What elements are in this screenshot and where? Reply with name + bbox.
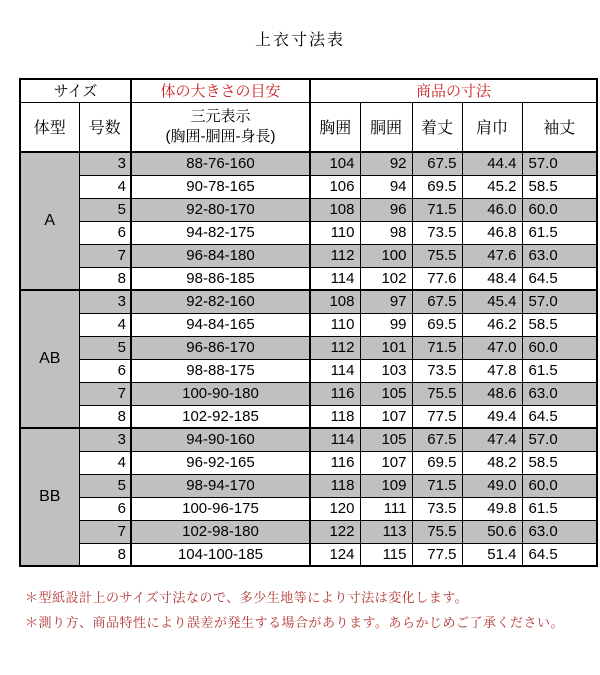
- cell-chest: 120: [310, 497, 360, 520]
- cell-sleeve: 63.0: [522, 520, 597, 543]
- table-row: [20, 359, 597, 382]
- cell-shoulder: 48.2: [462, 451, 522, 474]
- cell-shoulder: 44.4: [462, 152, 522, 175]
- cell-chest: 114: [310, 267, 360, 290]
- cell-sleeve: 58.5: [522, 313, 597, 336]
- cell-chest: 104: [310, 152, 360, 175]
- cell-waist: 97: [360, 290, 412, 313]
- cell-length: 75.5: [412, 520, 462, 543]
- cell-chest: 118: [310, 405, 360, 428]
- cell-length: 73.5: [412, 497, 462, 520]
- note-line-1: ＊型紙設計上のサイズ寸法なので、多少生地等により寸法は変化します。: [25, 590, 469, 605]
- cell-sleeve: 64.5: [522, 543, 597, 566]
- cell-length: 71.5: [412, 198, 462, 221]
- cell-shoulder: 47.6: [462, 244, 522, 267]
- cell-shoulder: 49.4: [462, 405, 522, 428]
- cell-chest: 112: [310, 336, 360, 359]
- cell-waist: 99: [360, 313, 412, 336]
- cell-length: 75.5: [412, 382, 462, 405]
- cell-shoulder: 46.2: [462, 313, 522, 336]
- cell-length: 67.5: [412, 290, 462, 313]
- cell-three-measure: 98-88-175: [131, 359, 310, 382]
- table-row: [20, 382, 597, 405]
- cell-size-no: 6: [79, 221, 131, 244]
- cell-three-measure: 92-80-170: [131, 198, 310, 221]
- cell-size-no: 4: [79, 175, 131, 198]
- cell-chest: 122: [310, 520, 360, 543]
- cell-length: 69.5: [412, 175, 462, 198]
- col-header-three-measure: [131, 102, 310, 152]
- table-row: [20, 221, 597, 244]
- group-header-size: サイズ: [20, 79, 131, 102]
- table-row: [20, 520, 597, 543]
- cell-three-measure: 102-92-185: [131, 405, 310, 428]
- col-header-three-measure-line2: (胸囲-胴囲-身長): [165, 127, 276, 145]
- cell-shoulder: 51.4: [462, 543, 522, 566]
- col-header-chest: 胸囲: [310, 102, 360, 152]
- table-row: [20, 474, 597, 497]
- cell-chest: 108: [310, 290, 360, 313]
- cell-shoulder: 48.6: [462, 382, 522, 405]
- cell-sleeve: 61.5: [522, 221, 597, 244]
- cell-length: 71.5: [412, 336, 462, 359]
- cell-shoulder: 45.4: [462, 290, 522, 313]
- cell-shoulder: 47.8: [462, 359, 522, 382]
- cell-sleeve: 61.5: [522, 359, 597, 382]
- cell-chest: 108: [310, 198, 360, 221]
- cell-sleeve: 61.5: [522, 497, 597, 520]
- cell-sleeve: 58.5: [522, 451, 597, 474]
- cell-sleeve: 57.0: [522, 290, 597, 313]
- cell-size-no: 3: [79, 290, 131, 313]
- cell-length: 69.5: [412, 451, 462, 474]
- cell-length: 77.5: [412, 543, 462, 566]
- cell-chest: 114: [310, 359, 360, 382]
- size-table-body: [20, 152, 597, 566]
- cell-three-measure: 92-82-160: [131, 290, 310, 313]
- cell-waist: 92: [360, 152, 412, 175]
- cell-size-no: 7: [79, 244, 131, 267]
- cell-waist: 100: [360, 244, 412, 267]
- cell-chest: 116: [310, 451, 360, 474]
- table-row: [20, 290, 597, 313]
- table-row: [20, 451, 597, 474]
- col-header-size-no: 号数: [79, 102, 131, 152]
- cell-size-no: 5: [79, 474, 131, 497]
- cell-length: 75.5: [412, 244, 462, 267]
- cell-size-no: 8: [79, 267, 131, 290]
- cell-three-measure: 88-76-160: [131, 152, 310, 175]
- table-row: [20, 244, 597, 267]
- cell-three-measure: 96-86-170: [131, 336, 310, 359]
- table-row: [20, 405, 597, 428]
- cell-waist: 101: [360, 336, 412, 359]
- cell-sleeve: 60.0: [522, 198, 597, 221]
- cell-waist: 105: [360, 428, 412, 451]
- cell-length: 67.5: [412, 152, 462, 175]
- cell-shoulder: 47.0: [462, 336, 522, 359]
- cell-three-measure: 96-92-165: [131, 451, 310, 474]
- size-chart-page: [0, 27, 600, 632]
- table-row: [20, 543, 597, 566]
- cell-waist: 113: [360, 520, 412, 543]
- col-header-three-measure-line1: 三元表示: [190, 108, 251, 126]
- notes-section: [25, 589, 600, 632]
- cell-size-no: 3: [79, 152, 131, 175]
- page-title: 上衣寸法表: [254, 32, 345, 49]
- cell-three-measure: 98-86-185: [131, 267, 310, 290]
- cell-waist: 102: [360, 267, 412, 290]
- cell-length: 69.5: [412, 313, 462, 336]
- group-header-product: 商品の寸法: [310, 79, 597, 102]
- cell-three-measure: 98-94-170: [131, 474, 310, 497]
- cell-waist: 96: [360, 198, 412, 221]
- cell-waist: 94: [360, 175, 412, 198]
- cell-waist: 109: [360, 474, 412, 497]
- cell-shoulder: 48.4: [462, 267, 522, 290]
- cell-chest: 124: [310, 543, 360, 566]
- cell-size-no: 5: [79, 198, 131, 221]
- cell-size-no: 5: [79, 336, 131, 359]
- cell-shoulder: 45.2: [462, 175, 522, 198]
- cell-shoulder: 49.0: [462, 474, 522, 497]
- cell-sleeve: 64.5: [522, 267, 597, 290]
- cell-length: 71.5: [412, 474, 462, 497]
- cell-waist: 107: [360, 451, 412, 474]
- cell-size-no: 6: [79, 497, 131, 520]
- cell-length: 67.5: [412, 428, 462, 451]
- cell-chest: 116: [310, 382, 360, 405]
- cell-shoulder: 49.8: [462, 497, 522, 520]
- cell-body-type: BB: [20, 428, 79, 566]
- cell-chest: 106: [310, 175, 360, 198]
- cell-waist: 98: [360, 221, 412, 244]
- cell-length: 73.5: [412, 221, 462, 244]
- cell-waist: 105: [360, 382, 412, 405]
- cell-shoulder: 50.6: [462, 520, 522, 543]
- cell-size-no: 6: [79, 359, 131, 382]
- cell-three-measure: 102-98-180: [131, 520, 310, 543]
- cell-shoulder: 46.8: [462, 221, 522, 244]
- table-row: [20, 497, 597, 520]
- cell-length: 77.5: [412, 405, 462, 428]
- cell-body-type: A: [20, 152, 79, 290]
- cell-three-measure: 90-78-165: [131, 175, 310, 198]
- cell-chest: 118: [310, 474, 360, 497]
- group-header-body-guide: 体の大きさの目安: [131, 79, 310, 102]
- col-header-waist: 胴囲: [360, 102, 412, 152]
- cell-sleeve: 57.0: [522, 428, 597, 451]
- cell-size-no: 7: [79, 520, 131, 543]
- cell-length: 73.5: [412, 359, 462, 382]
- cell-sleeve: 63.0: [522, 244, 597, 267]
- col-header-shoulder: 肩巾: [462, 102, 522, 152]
- cell-size-no: 4: [79, 313, 131, 336]
- table-row: [20, 336, 597, 359]
- size-table: [19, 78, 598, 567]
- cell-waist: 103: [360, 359, 412, 382]
- table-row: [20, 175, 597, 198]
- cell-chest: 114: [310, 428, 360, 451]
- table-row: [20, 267, 597, 290]
- cell-size-no: 3: [79, 428, 131, 451]
- group-header-row: [20, 79, 597, 102]
- cell-sleeve: 60.0: [522, 474, 597, 497]
- cell-shoulder: 46.0: [462, 198, 522, 221]
- cell-sleeve: 63.0: [522, 382, 597, 405]
- cell-waist: 107: [360, 405, 412, 428]
- cell-sleeve: 64.5: [522, 405, 597, 428]
- cell-shoulder: 47.4: [462, 428, 522, 451]
- note-line-2: ＊測り方、商品特性により誤差が発生する場合があります。あらかじめご了承ください。: [25, 615, 564, 630]
- cell-three-measure: 94-84-165: [131, 313, 310, 336]
- column-header-row: [20, 102, 597, 152]
- col-header-body-type: 体型: [20, 102, 79, 152]
- cell-waist: 115: [360, 543, 412, 566]
- cell-waist: 111: [360, 497, 412, 520]
- cell-size-no: 8: [79, 405, 131, 428]
- cell-three-measure: 94-90-160: [131, 428, 310, 451]
- cell-three-measure: 100-90-180: [131, 382, 310, 405]
- cell-size-no: 8: [79, 543, 131, 566]
- col-header-sleeve: 袖丈: [522, 102, 597, 152]
- cell-size-no: 4: [79, 451, 131, 474]
- cell-length: 77.6: [412, 267, 462, 290]
- col-header-length: 着丈: [412, 102, 462, 152]
- cell-sleeve: 58.5: [522, 175, 597, 198]
- cell-three-measure: 100-96-175: [131, 497, 310, 520]
- cell-chest: 112: [310, 244, 360, 267]
- cell-sleeve: 57.0: [522, 152, 597, 175]
- table-row: [20, 428, 597, 451]
- cell-three-measure: 104-100-185: [131, 543, 310, 566]
- cell-three-measure: 96-84-180: [131, 244, 310, 267]
- cell-size-no: 7: [79, 382, 131, 405]
- cell-chest: 110: [310, 221, 360, 244]
- table-row: [20, 313, 597, 336]
- cell-body-type: AB: [20, 290, 79, 428]
- cell-chest: 110: [310, 313, 360, 336]
- cell-three-measure: 94-82-175: [131, 221, 310, 244]
- table-row: [20, 152, 597, 175]
- table-row: [20, 198, 597, 221]
- cell-sleeve: 60.0: [522, 336, 597, 359]
